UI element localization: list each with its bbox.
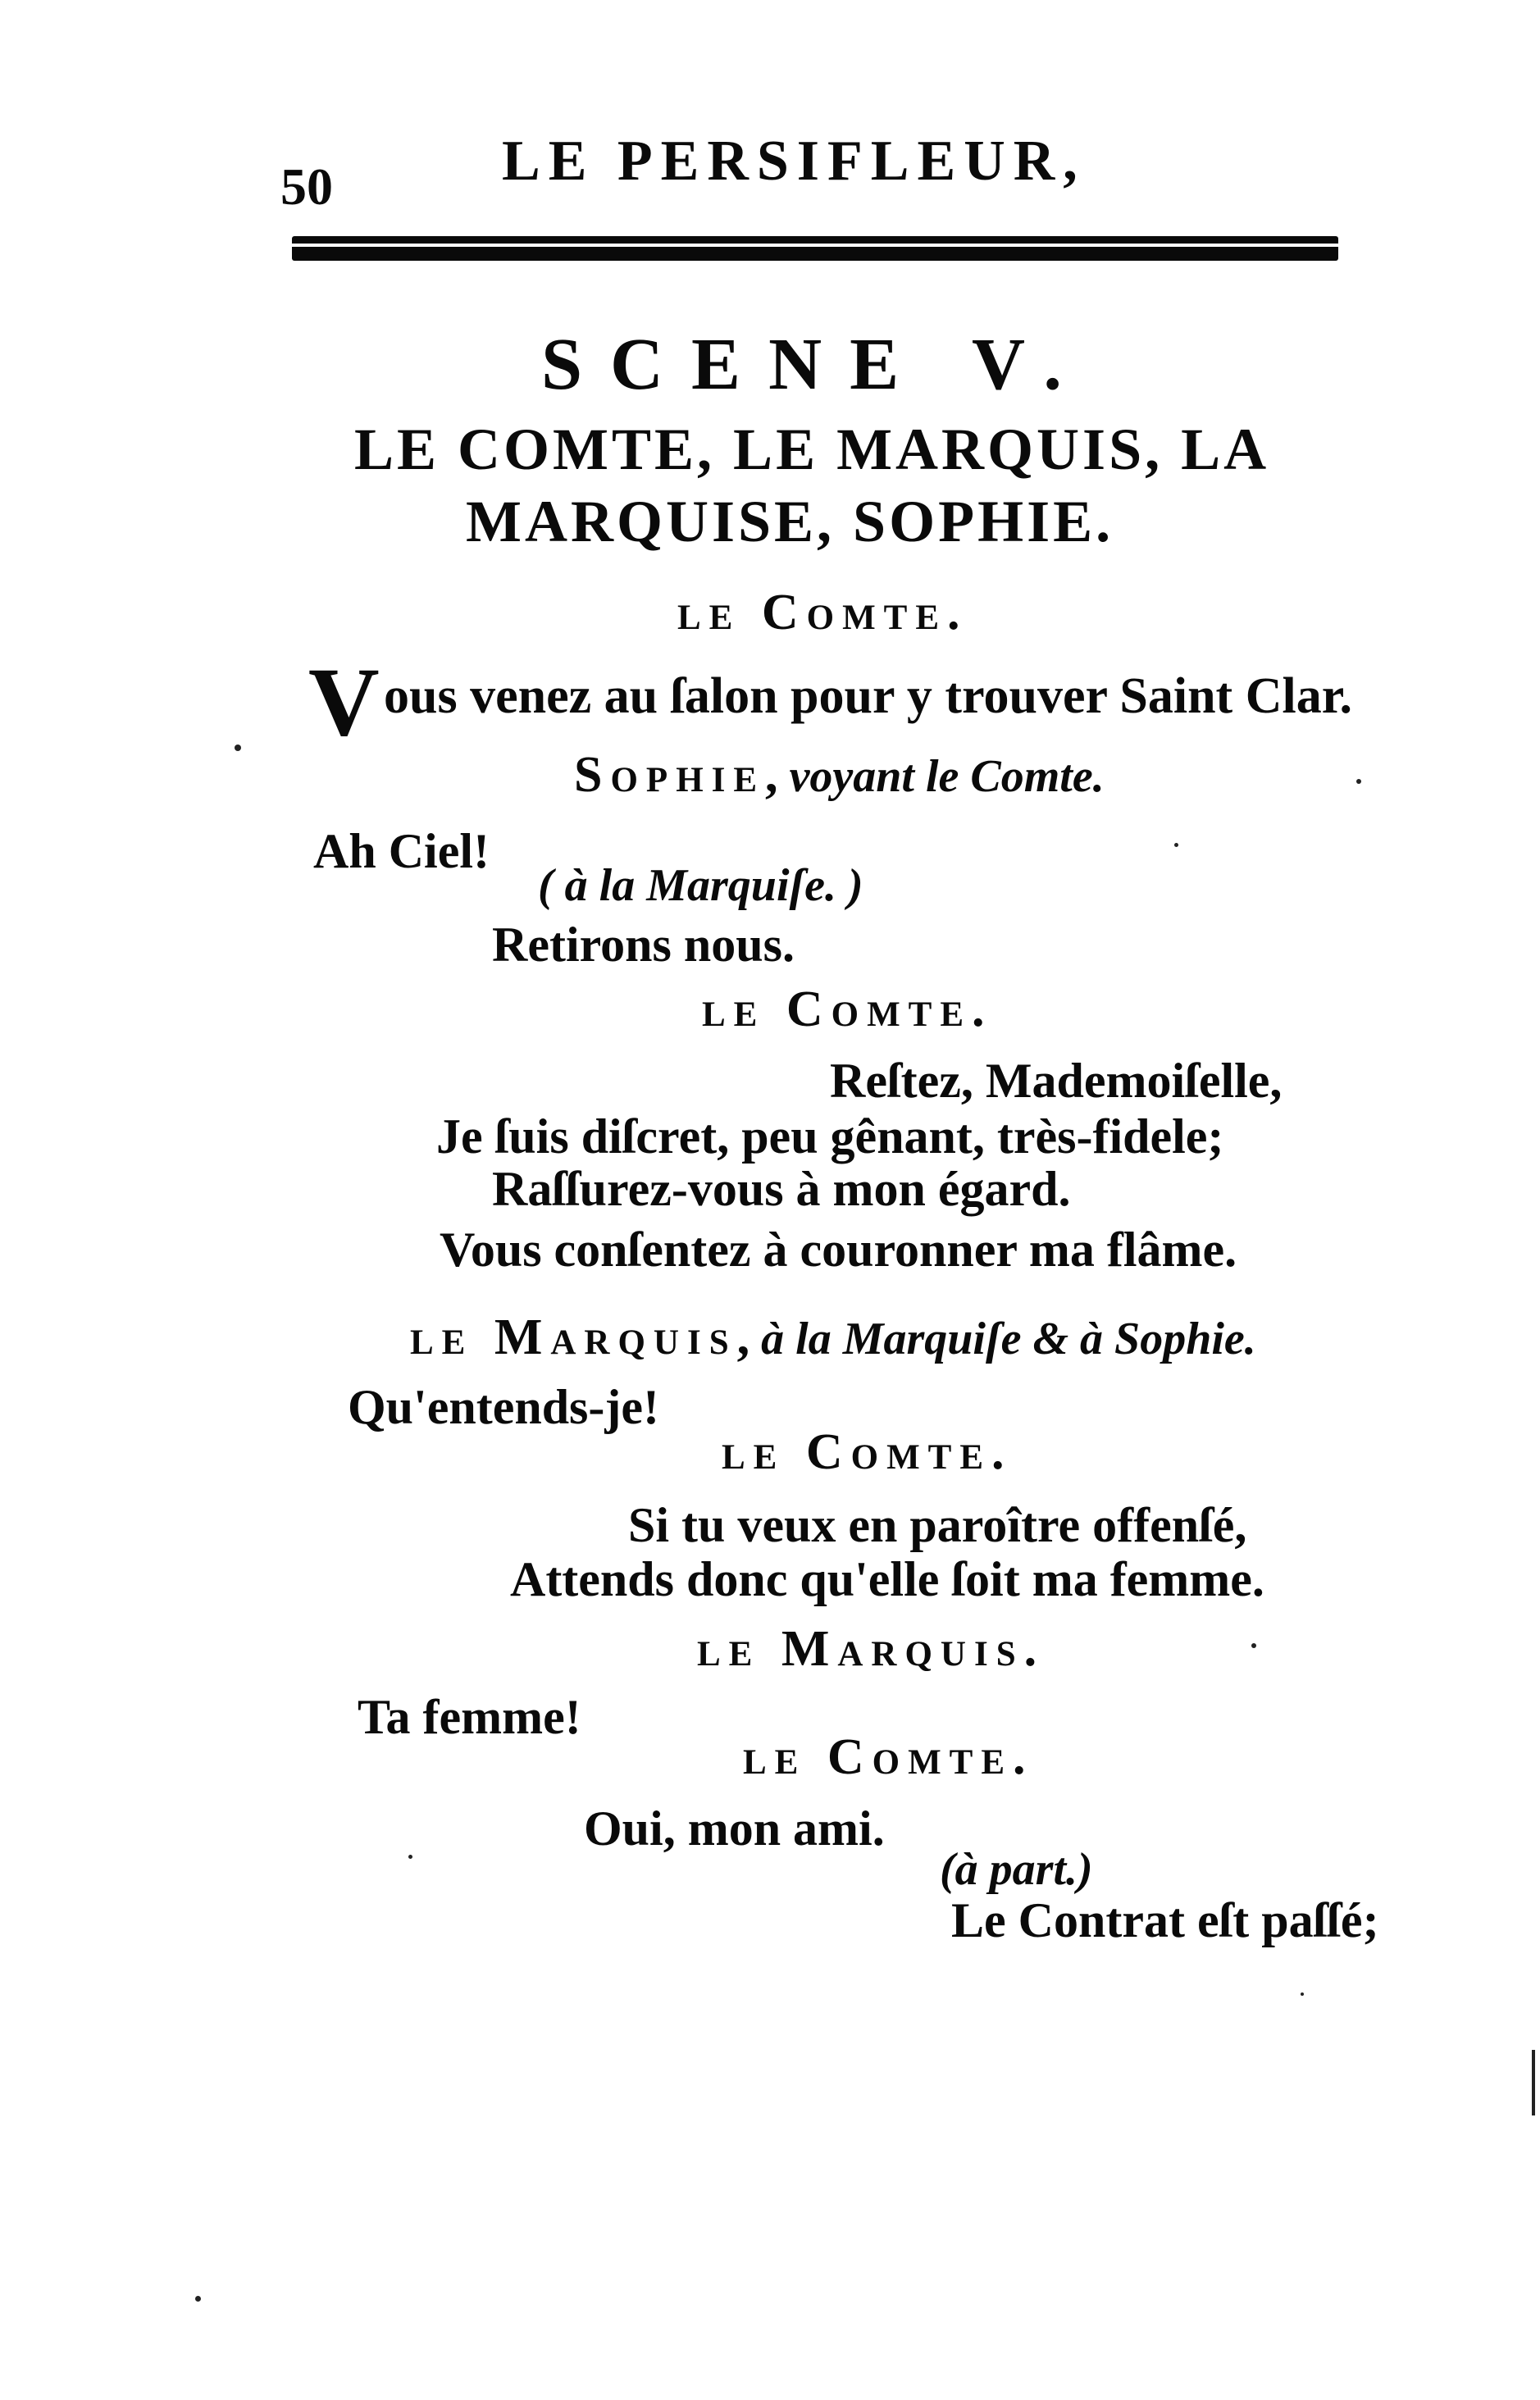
verse-line: ous venez au ſalon pour y trouver Saint Clar. — [384, 668, 1353, 724]
stage-direction: ( à la Marquiſe. ) — [538, 860, 863, 911]
scan-speck — [235, 745, 241, 751]
verse-line: Vous conſentez à couronner ma flâme. — [440, 1223, 1237, 1277]
verse-line: Raſſurez-vous à mon égard. — [492, 1162, 1071, 1216]
verse-line: Retirons nous. — [492, 918, 795, 972]
scene-title: SCENE V. — [541, 324, 1090, 405]
speaker-name: le Comte. — [702, 981, 993, 1037]
scan-speck — [1174, 843, 1178, 847]
speaker-name: le Comte. — [722, 1424, 1013, 1480]
verse-line: Ah Ciel! — [313, 824, 490, 878]
stage-direction: à la Marquiſe & à Sophie. — [761, 1314, 1256, 1364]
speaker-name: le Marquis. — [697, 1621, 1046, 1677]
running-title: LE PERSIFLEUR, — [502, 130, 1086, 193]
stage-direction: (à part.) — [940, 1844, 1093, 1895]
speaker-name: Sophie, — [574, 747, 786, 803]
drop-cap: V — [308, 647, 380, 756]
verse-line: Le Contrat eſt paſſé; — [951, 1893, 1379, 1947]
page-number: 50 — [280, 157, 333, 216]
speaker-line — [410, 1309, 1256, 1365]
verse-line: Qu'entends-je! — [348, 1380, 659, 1434]
speaker-name: le Comte. — [743, 1729, 1034, 1785]
verse-line: Je ſuis diſcret, peu gênant, très-fidele; — [436, 1109, 1224, 1164]
scan-speck — [1251, 1643, 1256, 1648]
stage-direction: voyant le Comte. — [789, 751, 1105, 802]
verse-line: Reſtez, Mademoiſelle, — [830, 1054, 1283, 1108]
cast-list-line-1: LE COMTE, LE MARQUIS, LA — [354, 417, 1270, 482]
scan-speck — [1356, 779, 1361, 784]
scan-edge-mark — [1532, 2050, 1535, 2115]
verse-line: Attends donc qu'elle ſoit ma femme. — [510, 1552, 1264, 1606]
verse-line: Si tu veux en paroître offenſé, — [628, 1498, 1247, 1552]
verse-line: Ta femme! — [358, 1690, 581, 1744]
verse-line: Oui, mon ami. — [584, 1801, 885, 1856]
cast-list-line-2: MARQUISE, SOPHIE. — [466, 489, 1114, 554]
scan-speck — [195, 2296, 201, 2302]
scan-speck — [408, 1855, 412, 1859]
header-rule — [292, 236, 1338, 261]
speaker-name: le Marquis, — [410, 1309, 759, 1365]
speaker-line — [574, 747, 1105, 803]
scan-speck — [1301, 1992, 1304, 1996]
speaker-name: le Comte. — [677, 585, 968, 640]
